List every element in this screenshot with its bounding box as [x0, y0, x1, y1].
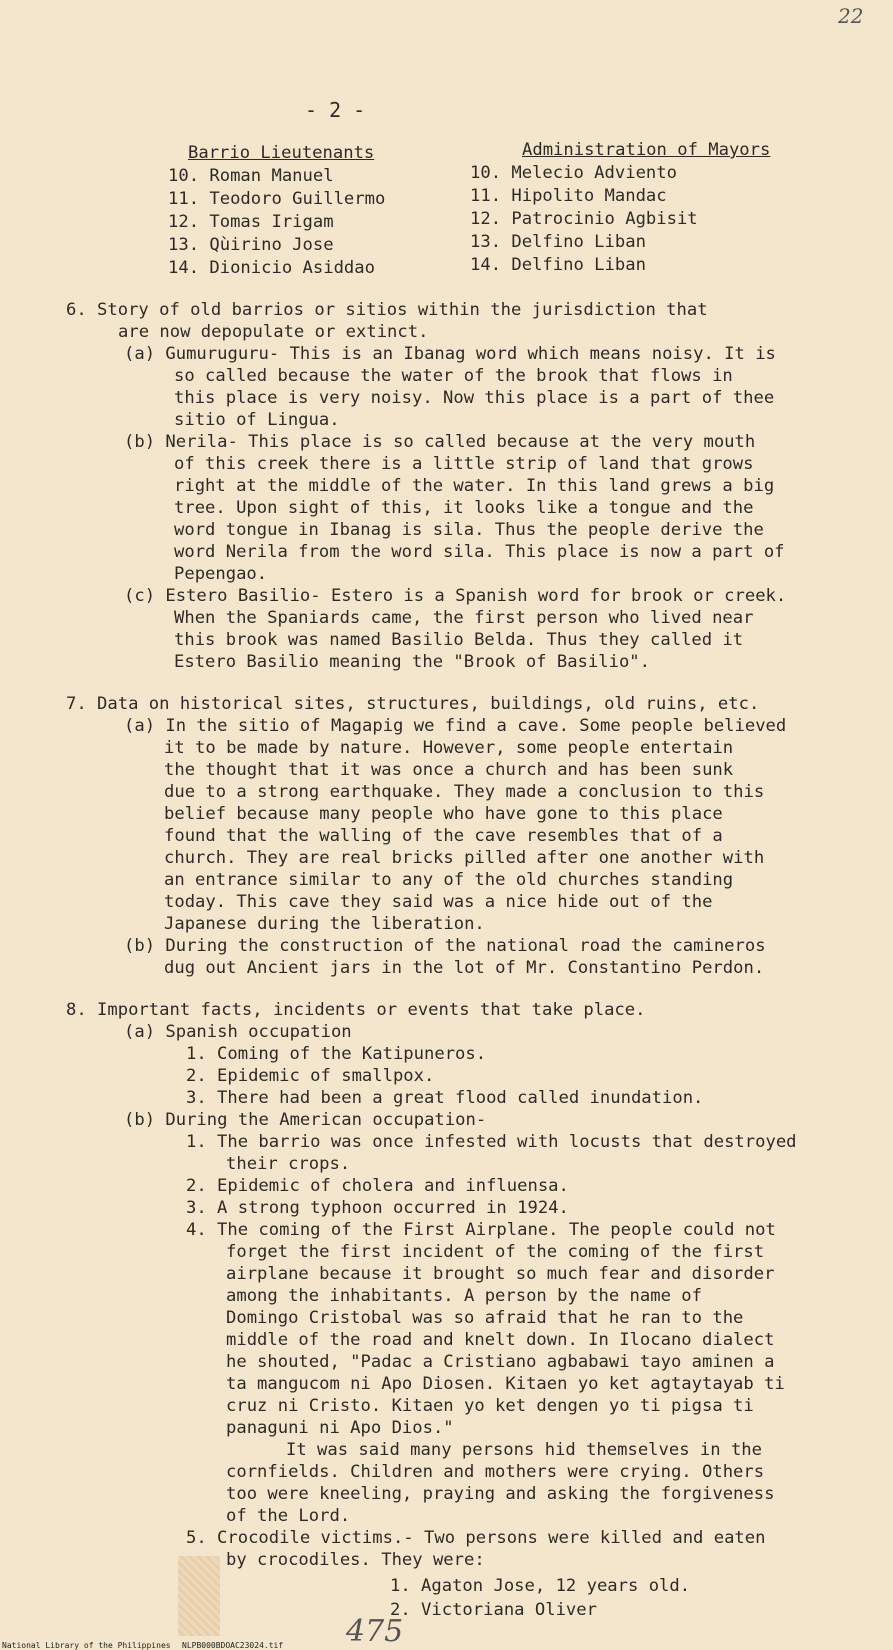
text-line: among the inhabitants. A person by the name of [226, 1286, 702, 1306]
text-line: 1. Coming of the Katipuneros. [186, 1044, 487, 1064]
text-line: 2. Epidemic of smallpox. [186, 1066, 435, 1086]
text-line: ta mangucom ni Apo Diosen. Kitaen yo ket agtaytayab ti [226, 1374, 785, 1394]
text-line: (b) During the construction of the national road the camineros [124, 936, 766, 956]
text-line: airplane because it brought so much fear and disorder [226, 1264, 775, 1284]
text-line: (a) Spanish occupation [124, 1022, 352, 1042]
text-line: When the Spaniards came, the first person who lived near [174, 608, 754, 628]
text-line: 5. Crocodile victims.- Two persons were killed and eaten [186, 1528, 766, 1548]
text-line: 3. A strong typhoon occurred in 1924. [186, 1198, 569, 1218]
text-line: sitio of Lingua. [174, 410, 340, 430]
text-line: of this creek there is a little strip of land that grows [174, 454, 754, 474]
lieutenant-12: 12. Tomas Irigam [168, 212, 334, 232]
text-line: word Nerila from the word sila. This place is now a part of [174, 542, 785, 562]
text-line: (a) Gumuruguru- This is an Ibanag word which means noisy. It is [124, 344, 776, 364]
text-line: 1. The barrio was once infested with locusts that destroyed [186, 1132, 797, 1152]
mayor-10: 10. Melecio Adviento [470, 163, 677, 183]
page-label: - 2 - [305, 98, 366, 122]
text-line: (b) During the American occupation- [124, 1110, 487, 1130]
handwritten-page-number: 22 [838, 4, 864, 28]
text-line: found that the walling of the cave resembles that of a [164, 826, 723, 846]
text-line: tree. Upon sight of this, it looks like a tongue and the [174, 498, 754, 518]
mayor-11: 11. Hipolito Mandac [470, 186, 667, 206]
lieutenants-heading: Barrio Lieutenants [188, 143, 375, 163]
text-line: forget the first incident of the coming of the first [226, 1242, 765, 1262]
text-line: Estero Basilio meaning the "Brook of Basilio". [174, 652, 650, 672]
section-8-heading: 8. Important facts, incidents or events that take place. [66, 1000, 646, 1020]
text-line: 3. There had been a great flood called inundation. [186, 1088, 704, 1108]
text-line: due to a strong earthquake. They made a conclusion to this [164, 782, 765, 802]
text-line: church. They are real bricks pilled after one another with [164, 848, 765, 868]
text-line: of the Lord. [226, 1506, 351, 1526]
mayor-13: 13. Delfino Liban [470, 232, 646, 252]
faded-stamp [178, 1556, 220, 1636]
text-line: panaguni ni Apo Dios." [226, 1418, 454, 1438]
text-line: it to be made by nature. However, some people entertain [164, 738, 734, 758]
lieutenant-11: 11. Teodoro Guillermo [168, 189, 386, 209]
footer-library: National Library of the Philippines [2, 1641, 171, 1650]
text-line: 2. Epidemic of cholera and influensa. [186, 1176, 569, 1196]
text-line: he shouted, "Padac a Cristiano agbabawi tayo aminen a [226, 1352, 775, 1372]
text-line: Domingo Cristobal was so afraid that he ran to the [226, 1308, 744, 1328]
mayors-heading: Administration of Mayors [522, 140, 771, 160]
text-line: It was said many persons hid themselves in the [286, 1440, 762, 1460]
lieutenant-10: 10. Roman Manuel [168, 166, 334, 186]
handwritten-number: 475 [346, 1614, 404, 1649]
text-line: dug out Ancient jars in the lot of Mr. Constantino Perdon. [164, 958, 765, 978]
text-line: are now depopulate or extinct. [118, 322, 429, 342]
text-line: an entrance similar to any of the old churches standing [164, 870, 734, 890]
text-line: so called because the water of the brook that flows in [174, 366, 733, 386]
text-line: cornfields. Children and mothers were crying. Others [226, 1462, 765, 1482]
text-line: belief because many people who have gone to this place [164, 804, 723, 824]
text-line: today. This cave they said was a nice hide out of the [164, 892, 713, 912]
section-7-heading: 7. Data on historical sites, structures, buildings, old ruins, etc. [66, 694, 760, 714]
text-line: by crocodiles. They were: [226, 1550, 485, 1570]
text-line: (b) Nerila- This place is so called because at the very mouth [124, 432, 756, 452]
lieutenant-14: 14. Dionicio Asiddao [168, 258, 375, 278]
text-line: this place is very noisy. Now this place is a part of thee [174, 388, 775, 408]
text-line: word tongue in Ibanag is sila. Thus the people derive the [174, 520, 764, 540]
text-line: cruz ni Cristo. Kitaen yo ket dengen yo ti pigsa ti [226, 1396, 754, 1416]
lieutenant-13: 13. Qùirino Jose [168, 235, 334, 255]
text-line: the thought that it was once a church and has been sunk [164, 760, 734, 780]
footer-filename: NLPB000BDOAC23024.tif [182, 1641, 284, 1650]
mayor-14: 14. Delfino Liban [470, 255, 646, 275]
text-line: 1. Agaton Jose, 12 years old. [390, 1576, 691, 1596]
text-line: (a) In the sitio of Magapig we find a cave. Some people believed [124, 716, 787, 736]
text-line: this brook was named Basilio Belda. Thus they called it [174, 630, 744, 650]
text-line: Pepengao. [174, 564, 268, 584]
text-line: right at the middle of the water. In this land grews a big [174, 476, 775, 496]
mayor-12: 12. Patrocinio Agbisit [470, 209, 698, 229]
text-line: too were kneeling, praying and asking the forgiveness [226, 1484, 775, 1504]
text-line: 4. The coming of the First Airplane. The people could not [186, 1220, 776, 1240]
text-line: middle of the road and knelt down. In Ilocano dialect [226, 1330, 775, 1350]
text-line: Japanese during the liberation. [164, 914, 485, 934]
text-line: their crops. [226, 1154, 351, 1174]
section-6-heading: 6. Story of old barrios or sitios within the jurisdiction that [66, 300, 708, 320]
text-line: (c) Estero Basilio- Estero is a Spanish word for brook or creek. [124, 586, 787, 606]
text-line: 2. Victoriana Oliver [390, 1600, 597, 1620]
